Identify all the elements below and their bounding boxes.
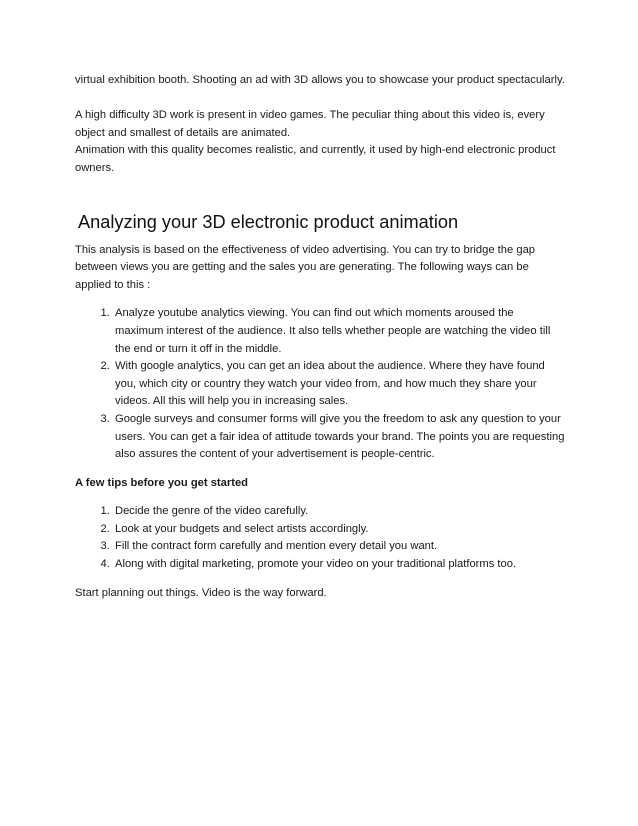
intro-paragraph-1: virtual exhibition booth. Shooting an ad with 3D allows you to showcase your product spectacularly. bbox=[75, 74, 565, 86]
list-item: 2. Look at your budgets and select artists accordingly. bbox=[113, 521, 565, 539]
document-page bbox=[75, 72, 565, 602]
list-item: 3. Google surveys and consumer forms will give you the freedom to ask any question to your users. You can get a fair idea of attitude towards your brand. The points you are requesting also assures the content of your advertisement is people-centric. bbox=[113, 411, 565, 464]
analysis-list bbox=[75, 305, 565, 463]
intro-paragraph-3: Animation with this quality becomes realistic, and currently, it used by high-end electronic product owners. bbox=[75, 144, 556, 174]
tips-list bbox=[75, 503, 565, 573]
list-item: 3. Fill the contract form carefully and mention every detail you want. bbox=[113, 538, 565, 556]
list-item: 2. With google analytics, you can get an idea about the audience. Where they have found you, which city or country they watch your video from, and how much they share your videos. All this will help you in increasing sales. bbox=[113, 358, 565, 411]
closing-paragraph: Start planning out things. Video is the way forward. bbox=[75, 586, 327, 599]
list-item: 1. Analyze youtube analytics viewing. You can find out which moments aroused the maximum interest of the audience. It also tells whether people are watching the video till the end or turn it off in the middle. bbox=[113, 305, 565, 358]
analysis-paragraph: This analysis is based on the effectiveness of video advertising. You can try to bridge the gap between views you are getting and the sales you are generating. The following ways can be applied to this : bbox=[75, 243, 536, 291]
list-item: 1. Decide the genre of the video carefully. bbox=[113, 503, 565, 521]
intro-paragraph-2: A high difficulty 3D work is present in video games. The peculiar thing about this video is, every object and smallest of details are animated. bbox=[75, 109, 545, 139]
list-item: 4. Along with digital marketing, promote your video on your traditional platforms too. bbox=[113, 556, 565, 574]
tips-heading: A few tips before you get started bbox=[75, 476, 249, 489]
section-heading: Analyzing your 3D electronic product animation bbox=[78, 211, 459, 232]
